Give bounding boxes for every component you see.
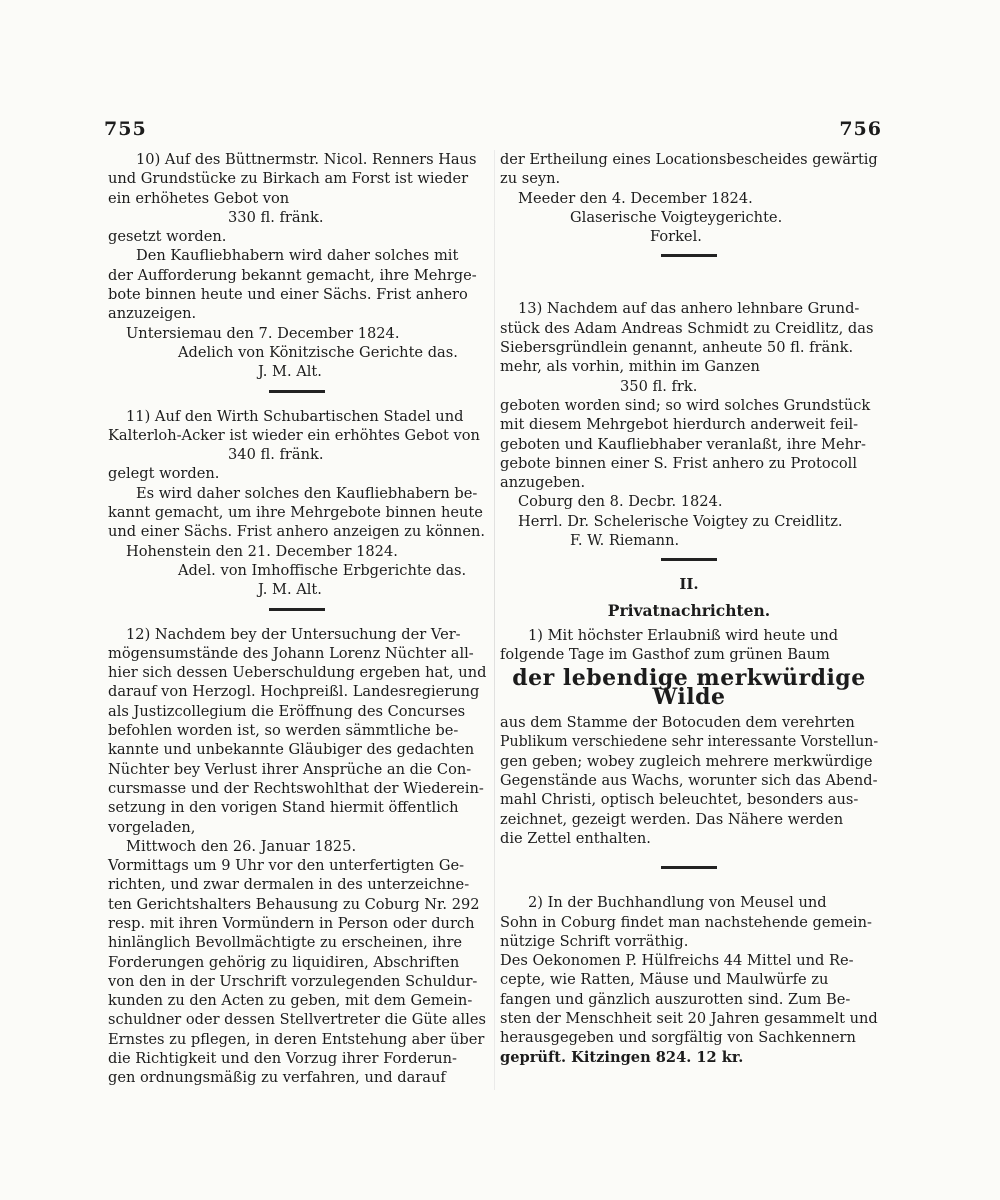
text-line: die Richtigkeit und den Vorzug ihrer Forderun- (108, 1050, 457, 1068)
signature-name: Forkel. (650, 228, 702, 246)
right-column (500, 150, 878, 1067)
text-line: und einer Sächs. Frist anhero anzeigen zu können. (108, 523, 486, 541)
notice-10 (108, 150, 486, 382)
signature-line: Adel. von Imhoffische Erbgerichte das. (178, 561, 467, 579)
signature-line: Herrl. Dr. Schelerische Voigtey zu Creidlitz. (518, 512, 843, 530)
separator-rule (661, 254, 717, 257)
separator-rule (269, 608, 325, 611)
text-line: Den Kaufliebhabern wird daher solches mit (136, 247, 459, 265)
text-line: darauf von Herzogl. Hochpreißl. Landesregierung (108, 683, 480, 701)
text-line: mit diesem Mehrgebot hierdurch anderweit feil- (500, 416, 859, 434)
amount-line: 350 fl. frk. (620, 377, 698, 395)
text-line: mögensumstände des Johann Lorenz Nüchter all- (108, 644, 474, 662)
text-line: der Ertheilung eines Locationsbescheides gewärtig (500, 151, 878, 168)
page-number-right: 756 (839, 118, 882, 140)
text-line: Nüchter bey Verlust ihrer Ansprüche an die Con- (108, 760, 472, 778)
text-line: Publikum verschiedene sehr interessante Vorstellun- (500, 733, 879, 751)
date-line: Hohenstein den 21. December 1824. (126, 542, 398, 560)
date-line: Untersiemau den 7. December 1824. (126, 324, 400, 342)
text-line: gelegt worden. (108, 465, 220, 483)
text-line: 12) Nachdem bey der Untersuchung der Ver- (126, 625, 461, 643)
left-column (108, 150, 486, 1088)
text-line: der Aufforderung bekannt gemacht, ihre Mehrge- (108, 266, 477, 284)
signature-line: Glaserische Voigteygerichte. (570, 208, 783, 226)
text-line: cursmasse und der Rechtswohlthat der Wiederein- (108, 779, 484, 797)
text-line: als Justizcollegium die Eröffnung des Concurses (108, 702, 466, 720)
separator-rule (269, 390, 325, 393)
text-line: richten, und zwar dermalen in des unterzeichne- (108, 876, 470, 894)
text-line: 11) Auf den Wirth Schubartischen Stadel und (126, 407, 464, 425)
text-line: und Grundstücke zu Birkach am Forst ist wieder (108, 170, 469, 188)
text-line: ein erhöhetes Gebot von (108, 189, 290, 207)
text-line: Sohn in Coburg findet man nachstehende gemein- (500, 913, 872, 931)
text-line: kannte und unbekannte Gläubiger des gedachten (108, 741, 475, 759)
text-line: kunden zu den Acten zu geben, mit dem Gemein- (108, 992, 473, 1010)
page-number-left: 755 (104, 118, 147, 140)
text-line: von den in der Urschrift vorzulegenden Schuldur- (108, 972, 478, 990)
text-line: Siebersgründlein genannt, anheute 50 fl. fränk. (500, 339, 854, 357)
section-heading: Privatnachrichten. (607, 600, 771, 620)
separator-rule (661, 866, 717, 869)
text-line: resp. mit ihren Vormündern in Person oder durch (108, 914, 475, 932)
date-line: Mittwoch den 26. Januar 1825. (126, 837, 357, 855)
private-notice-1 (500, 626, 878, 848)
signature-line: Adelich von Könitzische Gerichte das. (178, 343, 458, 361)
text-line: hinlänglich Bevollmächtigte zu erscheinen, ihre (108, 934, 463, 952)
amount-line: 340 fl. fränk. (228, 446, 324, 464)
private-notice-2 (500, 893, 878, 1067)
text-line: befohlen worden ist, so werden sämmtliche be- (108, 722, 459, 740)
text-line: schuldner oder dessen Stellvertreter die Güte alles (108, 1011, 486, 1029)
text-line: fangen und gänzlich auszurotten sind. Zum Be- (500, 990, 851, 1008)
signature-name: F. W. Riemann. (570, 532, 680, 550)
text-line: anzugeben. (500, 474, 586, 492)
signature-name: J. M. Alt. (258, 363, 322, 381)
text-line: geboten worden sind; so wird solches Grundstück (500, 396, 871, 414)
text-line: herausgegeben und sorgfältig von Sachkennern (500, 1029, 856, 1047)
text-line: bote binnen heute und einer Sächs. Frist anhero (108, 286, 468, 304)
text-line: gen ordnungsmäßig zu verfahren, und darauf (108, 1069, 446, 1087)
text-line: Es wird daher solches den Kaufliebhabern be- (136, 484, 478, 502)
text-line: gen geben; wobey zugleich mehrere merkwürdige (500, 752, 873, 770)
text-line: Forderungen gehörig zu liquidiren, Abschriften (108, 953, 460, 971)
text-line: setzung in den vorigen Stand hiermit öffentlich (108, 799, 459, 817)
text-line: aus dem Stamme der Botocuden dem verehrten (500, 714, 855, 732)
text-line: hier sich dessen Ueberschuldung ergeben hat, und (108, 664, 487, 682)
text-line: mahl Christi, optisch beleuchtet, besonders aus- (500, 791, 859, 809)
date-line: Meeder den 4. December 1824. (518, 189, 753, 207)
text-line: cepte, wie Ratten, Mäuse und Maulwürfe zu (500, 971, 829, 989)
date-line: Coburg den 8. Decbr. 1824. (518, 493, 723, 511)
text-line: geprüft. Kitzingen 824. 12 kr. (500, 1048, 744, 1066)
text-line: folgende Tage im Gasthof zum grünen Baum (500, 646, 830, 664)
text-line: stück des Adam Andreas Schmidt zu Creidlitz, das (500, 319, 874, 337)
text-line: 2) In der Buchhandlung von Meusel und (528, 894, 827, 912)
text-line: geboten und Kaufliebhaber veranlaßt, ihre Mehr- (500, 435, 866, 453)
text-line: Ernstes zu pflegen, in deren Entstehung aber über (108, 1030, 485, 1048)
amount-line: 330 fl. fränk. (228, 208, 324, 226)
text-line: nützige Schrift vorräthig. (500, 932, 689, 950)
text-line: gesetzt worden. (108, 228, 227, 246)
text-line: zeichnet, gezeigt werden. Das Nähere werden (500, 810, 844, 828)
text-line: Vormittags um 9 Uhr vor den unterfertigten Ge- (108, 857, 465, 875)
notice-12-continued (500, 150, 878, 246)
display-title: der lebendige merkwürdige Wilde (512, 664, 866, 710)
text-line: 13) Nachdem auf das anhero lehnbare Grund- (518, 300, 860, 318)
column-gutter (494, 150, 495, 1090)
text-line: 10) Auf des Büttnermstr. Nicol. Renners Haus (136, 151, 477, 168)
text-line: 1) Mit höchster Erlaubniß wird heute und (528, 626, 839, 644)
signature-name: J. M. Alt. (258, 581, 322, 599)
notice-12 (108, 625, 486, 1088)
separator-rule (661, 558, 717, 561)
text-line: vorgeladen, (108, 818, 196, 836)
text-line: die Zettel enthalten. (500, 829, 651, 847)
text-line: Gegenstände aus Wachs, worunter sich das Abend- (500, 772, 878, 790)
text-line: kannt gemacht, um ihre Mehrgebote binnen heute (108, 504, 483, 522)
text-line: anzuzeigen. (108, 305, 197, 323)
text-line: sten der Menschheit seit 20 Jahren gesammelt und (500, 1009, 878, 1027)
section-numeral: II. (679, 575, 699, 594)
text-line: mehr, als vorhin, mithin im Ganzen (500, 358, 760, 376)
notice-13 (500, 299, 878, 550)
text-line: ten Gerichtshalters Behausung zu Coburg Nr. 292 (108, 895, 480, 913)
text-line: zu seyn. (500, 170, 561, 188)
notice-11 (108, 407, 486, 600)
text-line: Kalterloh-Acker ist wieder ein erhöhtes Gebot von (108, 426, 480, 444)
text-line: gebote binnen einer S. Frist anhero zu Protocoll (500, 454, 857, 472)
text-line: Des Oekonomen P. Hülfreichs 44 Mittel und Re- (500, 952, 854, 970)
